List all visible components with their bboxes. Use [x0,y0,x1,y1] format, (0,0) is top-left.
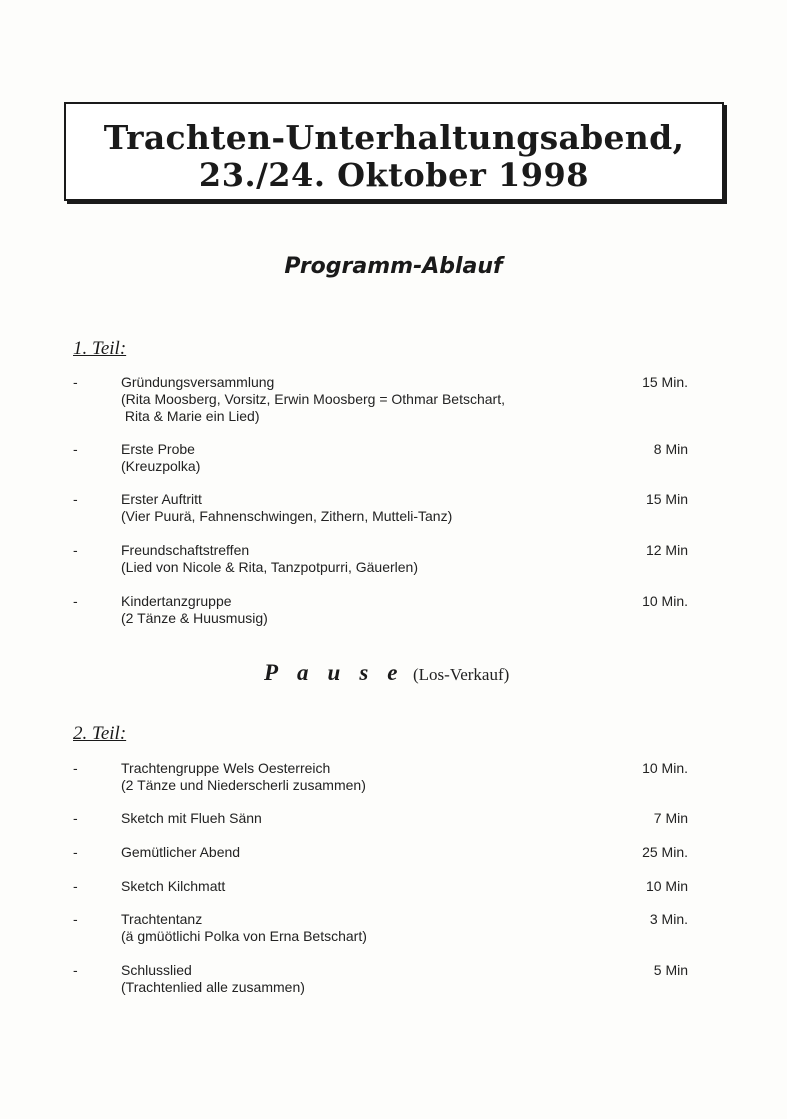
item-dash: - [73,810,78,826]
item-detail: (Lied von Nicole & Rita, Tanzpotpurri, Gäuerlen) [121,559,419,575]
item-duration: 7 Min [653,810,688,826]
item-detail: (2 Tänze & Huusmusig) [121,610,268,626]
item-duration: 15 Min. [642,374,688,390]
item-name: Schlusslied [121,962,192,978]
item-duration: 12 Min [645,542,688,558]
item-detail: Rita & Marie ein Lied) [121,408,260,424]
pause-note: (Los-Verkauf) [413,665,510,684]
item-detail: (Trachtenlied alle zusammen) [121,979,305,995]
item-dash: - [73,878,78,894]
item-dash: - [73,374,78,390]
part1-heading: 1. Teil: [73,338,127,359]
item-duration: 3 Min. [649,911,688,927]
pause-word: Pause [264,660,417,685]
item-name: Gründungsversammlung [121,374,275,390]
item-duration: 10 Min [645,878,688,894]
subtitle: Programm-Ablauf [284,254,503,279]
item-name: Kindertanzgruppe [121,593,232,609]
item-duration: 25 Min. [642,844,688,860]
item-detail: (Vier Puurä, Fahnenschwingen, Zithern, Mutteli-Tanz) [121,508,453,524]
item-dash: - [73,760,78,776]
item-name: Trachtentanz [121,911,203,927]
item-duration: 8 Min [653,441,688,457]
item-dash: - [73,542,78,558]
item-name: Erster Auftritt [121,491,202,507]
item-name: Sketch Kilchmatt [121,878,226,894]
item-dash: - [73,593,78,609]
item-detail: (Rita Moosberg, Vorsitz, Erwin Moosberg = Othmar Betschart, [121,391,505,407]
title-line-1: Trachten-Unterhaltungsabend, [103,118,685,157]
item-detail: (Kreuzpolka) [121,458,201,474]
item-dash: - [73,491,78,507]
item-duration: 10 Min. [642,760,688,776]
item-name: Erste Probe [121,441,195,457]
item-dash: - [73,441,78,457]
item-dash: - [73,962,78,978]
item-name: Freundschaftstreffen [121,542,250,558]
item-duration: 15 Min [645,491,688,507]
title-line-2: 23./24. Oktober 1998 [198,156,590,194]
item-name: Gemütlicher Abend [121,844,241,860]
item-name: Trachtengruppe Wels Oesterreich [121,760,331,776]
item-dash: - [73,911,78,927]
item-detail: (ä gmüötlichi Polka von Erna Betschart) [121,928,367,944]
part2-heading: 2. Teil: [73,723,127,744]
item-dash: - [73,844,78,860]
item-name: Sketch mit Flueh Sänn [121,810,262,826]
item-detail: (2 Tänze und Niederscherli zusammen) [121,777,366,793]
title-box [64,102,724,201]
item-duration: 5 Min [653,962,688,978]
item-duration: 10 Min. [642,593,688,609]
